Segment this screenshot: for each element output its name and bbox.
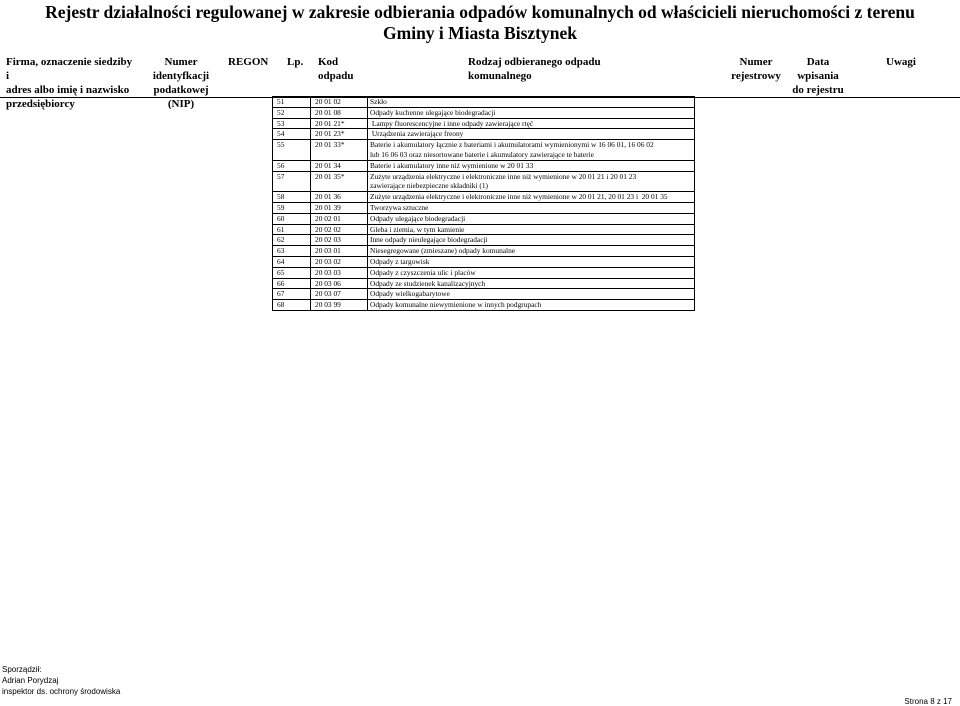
row-waste-type [368,267,695,278]
row-waste-type-line-1: Baterie i akumulatory łącznie z bateriami i akumulatorami wymienionymi w 16 06 01, 16 06 02 [370,140,654,150]
row-waste-type [368,224,695,235]
table-row [273,202,695,213]
row-waste-code: 20 02 02 [311,224,368,235]
table-row [273,256,695,267]
table-row [273,224,695,235]
row-lp: 57 [273,171,311,192]
row-waste-code: 20 01 39 [311,202,368,213]
row-waste-type-line-1: Niesegregowane (zmieszane) odpady komunalne [370,246,516,256]
page-number: Strona 8 z 17 [904,697,952,706]
row-lp: 68 [273,300,311,311]
row-waste-type [368,140,695,161]
row-lp: 56 [273,160,311,171]
row-waste-code: 20 02 03 [311,235,368,246]
row-waste-type [368,256,695,267]
row-waste-code: 20 03 07 [311,289,368,300]
row-waste-type [368,171,695,192]
row-lp: 64 [273,256,311,267]
row-lp: 53 [273,118,311,129]
row-waste-type-line-1: Odpady z targowisk [370,256,430,266]
header-firm-line-3: przedsiębiorcy [6,98,75,110]
footer [2,664,120,697]
header-remarks: Uwagi [886,56,916,68]
row-waste-code: 20 01 02 [311,97,368,108]
table-row [273,300,695,311]
prepared-by-role: inspektor ds. ochrony środowiska [2,687,121,696]
table-row [273,235,695,246]
table-row [273,192,695,203]
row-waste-type [368,300,695,311]
row-lp: 59 [273,202,311,213]
header-lp: Lp. [287,56,304,68]
row-waste-type [368,97,695,108]
row-lp: 54 [273,129,311,140]
row-lp: 51 [273,97,311,108]
row-lp: 62 [273,235,311,246]
table-row [273,171,695,192]
row-waste-type-line-1: Zużyte urządzenia elektryczne i elektroniczne inne niż wymienione w 20 01 21 i 20 01 23 [370,171,637,181]
row-waste-type [368,118,695,129]
row-waste-code: 20 01 33* [311,140,368,161]
document-title [0,2,960,44]
table-row [273,267,695,278]
row-waste-type-line-1: Odpady ze studzienek kanalizacyjnych [370,278,486,288]
row-lp: 60 [273,213,311,224]
header-waste-code: Kod odpadu [318,56,354,82]
title-line-2: Gminy i Miasta Bisztynek [383,23,577,43]
header-register-number [730,55,782,97]
header-register-number-line-2: rejestrowy [731,70,781,82]
row-waste-code: 20 01 21* [311,118,368,129]
table-row [273,289,695,300]
header-firm-line-1: Firma, oznaczenie siedziby i [6,56,133,82]
table-row [273,246,695,257]
header-firm [6,55,134,110]
row-waste-type-line-1: Odpady wielkogabarytowe [370,289,450,299]
row-waste-type [368,235,695,246]
row-lp: 63 [273,246,311,257]
table-row [273,97,695,108]
row-lp: 58 [273,192,311,203]
header-nip-line-2: podatkowej (NIP) [153,84,209,110]
row-waste-type [368,278,695,289]
header-firm-line-2: adres albo imię i nazwisko [6,84,130,96]
row-lp: 52 [273,107,311,118]
row-waste-code: 20 01 34 [311,160,368,171]
header-register-number-line-1: Numer [739,56,773,68]
row-waste-type-line-1: Tworzywa sztuczne [370,202,429,212]
prepared-by-label: Sporządził: [2,665,42,674]
header-entry-date-line-1: Data [806,56,830,68]
table-row [273,140,695,161]
row-waste-type-line-1: Inne odpady nieulegające biodegradacji [370,235,488,245]
row-waste-code: 20 03 06 [311,278,368,289]
header-entry-date-line-2: wpisania [797,70,839,82]
row-lp: 65 [273,267,311,278]
row-waste-code: 20 03 99 [311,300,368,311]
row-waste-type-line-1: Odpady z czyszczenia ulic i placów [370,267,476,277]
row-waste-type [368,129,695,140]
waste-table [272,96,695,311]
row-waste-type-line-1: Lampy fluorescencyjne i inne odpady zawierające rtęć [370,118,534,128]
row-waste-code: 20 01 36 [311,192,368,203]
row-waste-type-line-1: Odpady kuchenne ulegające biodegradacji [370,107,496,117]
row-waste-type [368,107,695,118]
row-lp: 66 [273,278,311,289]
row-waste-type-line-1: Gleba i ziemia, w tym kamienie [370,224,465,234]
row-waste-type-line-1: Urządzenia zawierające freony [370,129,464,139]
row-waste-type [368,160,695,171]
row-waste-type-line-1: Odpady ulegające biodegradacji [370,213,466,223]
prepared-by-name: Adrian Porydzaj [2,676,59,685]
row-waste-type [368,289,695,300]
row-waste-code: 20 01 35* [311,171,368,192]
header-waste-type: Rodzaj odbieranego odpadu komunalnego [468,56,601,82]
header-entry-date [792,55,844,97]
header-regon: REGON [228,56,269,68]
row-lp: 67 [273,289,311,300]
header-nip-line-1: Numer identyfkacji [152,56,210,82]
row-waste-code: 20 01 08 [311,107,368,118]
table-row [273,213,695,224]
row-waste-type [368,213,695,224]
row-waste-code: 20 03 01 [311,246,368,257]
row-waste-code: 20 02 01 [311,213,368,224]
row-waste-type [368,202,695,213]
table-row [273,278,695,289]
table-row [273,118,695,129]
row-waste-type-line-1: Zużyte urządzenia elektryczne i elektroniczne inne niż wymienione w 20 01 21, 20 01 23 i 20 01 35 [370,192,668,202]
row-lp: 55 [273,140,311,161]
row-waste-code: 20 01 23* [311,129,368,140]
row-waste-code: 20 03 03 [311,267,368,278]
table-row [273,160,695,171]
title-line-1: Rejestr działalności regulowanej w zakresie odbierania odpadów komunalnych od właścicieli nieruchomości z terenu [45,2,915,22]
header-nip [140,55,222,110]
row-lp: 61 [273,224,311,235]
table-row [273,129,695,140]
row-waste-type-line-2: zawierające niebezpieczne składniki (1) [370,181,488,191]
row-waste-type-line-1: Odpady komunalne niewymienione w innych podgrupach [370,300,542,310]
row-waste-type [368,246,695,257]
row-waste-type-line-1: Baterie i akumulatory inne niż wymienione w 20 01 33 [370,160,534,170]
row-waste-type [368,192,695,203]
row-waste-type-line-2: lub 16 06 03 oraz niesortowane baterie i akumulatory zawierające te baterie [370,149,594,159]
table-row [273,107,695,118]
header-entry-date-line-3: do rejestru [792,84,844,96]
row-waste-type-line-1: Szkło [370,97,387,106]
row-waste-code: 20 03 02 [311,256,368,267]
